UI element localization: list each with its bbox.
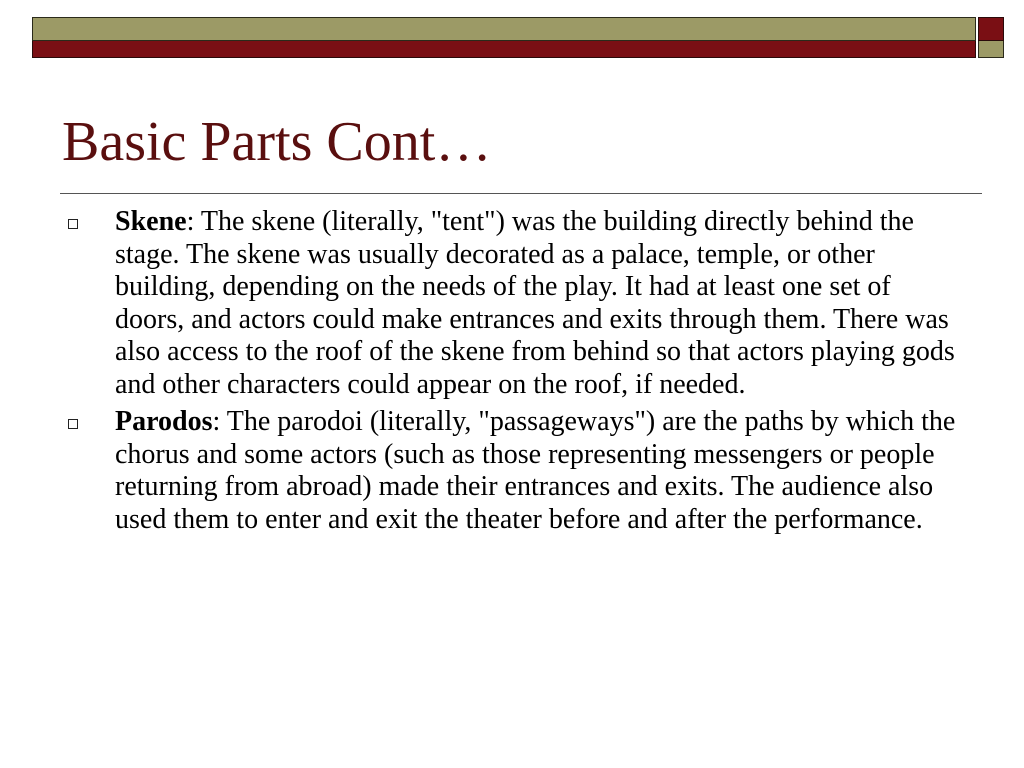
bullet-list: [62, 206, 962, 541]
slide-title: Basic Parts Cont…: [62, 111, 492, 173]
bullet-item-skene: [62, 206, 962, 401]
title-divider: [60, 193, 982, 194]
hollow-square-bullet-icon: [68, 219, 78, 229]
header-bar-maroon: [32, 41, 976, 58]
header-square-olive: [978, 41, 1004, 58]
hollow-square-bullet-icon: [68, 419, 78, 429]
header-square-maroon: [978, 17, 1004, 41]
bullet-text: : The skene (literally, "tent") was the building directly behind the stage. The skene was usually decorated as a palace, temple, or other building, depending on the needs of the play. It had at least one set of doors, and actors could make entrances and exits through them. There was also access to the roof of the skene from behind so that actors playing gods and other characters could appear on the roof, if needed.: [115, 206, 955, 400]
bullet-term: Skene: [115, 206, 187, 237]
bullet-text: : The parodoi (literally, "passageways") are the paths by which the chorus and some actors (such as those representing messengers or people returning from abroad) made their entrances and exits. The audience also used them to enter and exit the theater before and after the performance.: [115, 406, 956, 535]
bullet-item-parodos: [62, 406, 962, 536]
header-bar-olive: [32, 17, 976, 41]
bullet-term: Parodos: [115, 406, 213, 437]
